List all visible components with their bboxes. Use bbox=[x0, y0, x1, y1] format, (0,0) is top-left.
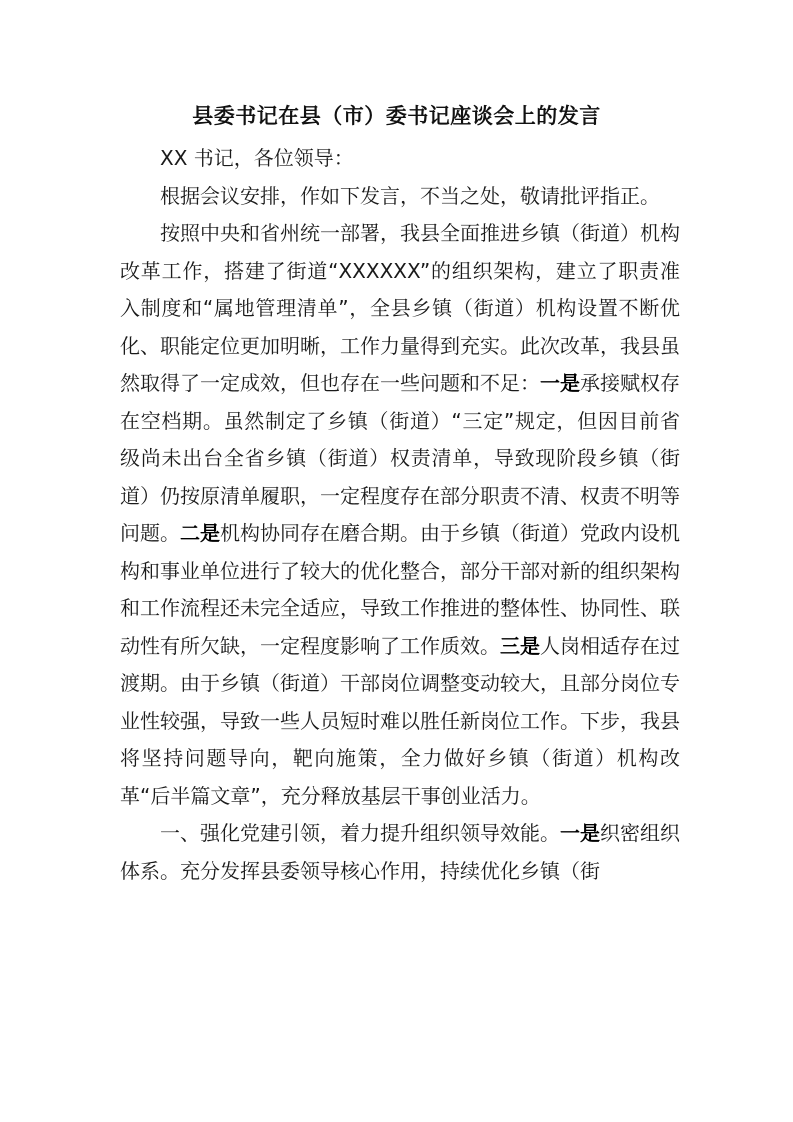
paragraph-section-1 bbox=[120, 815, 680, 890]
point-marker-3: 三是 bbox=[500, 633, 540, 658]
paragraph-text: 织密组织体系。充分发挥县委领导核心作用，持续优化乡镇（街 bbox=[120, 821, 680, 883]
salutation: XX 书记，各位领导： bbox=[160, 146, 354, 170]
document-body bbox=[120, 140, 680, 890]
paragraph-text: 人岗相适存在过渡期。由于乡镇（街道）干部岗位调整变动较大，且部分岗位专业性较强，导致一些人员短时难以胜任新岗位工作。下步，我县将坚持问题导向，靶向施策，全力做好乡镇（街道）机构改革“后半篇文章”，充分释放基层干事创业活力。 bbox=[120, 633, 680, 808]
section-heading: 一、强化党建引领，着力提升组织领导效能。 bbox=[160, 821, 560, 845]
paragraph-text: 按照中央和省州统一部署，我县全面推进乡镇（街道）机构改革工作，搭建了街道“XXXXXX”的组织架构，建立了职责准入制度和“属地管理清单”，全县乡镇（街道）机构设置不断优化、职能定位更加明晰，工作力量得到充实。此次改革，我县虽然取得了一定成效，但也存在一些问题和不足： bbox=[120, 221, 680, 395]
intro-paragraph: 根据会议安排，作如下发言，不当之处，敬请批评指正。 bbox=[160, 183, 660, 208]
point-marker-1: 一是 bbox=[560, 821, 600, 845]
paragraph-reform-status bbox=[120, 215, 680, 815]
document-title: 县委书记在县（市）委书记座谈会上的发言 bbox=[192, 103, 601, 128]
paragraph-text: 机构协同存在磨合期。由于乡镇（街道）党政内设机构和事业单位进行了较大的优化整合，部分干部对新的组织架构和工作流程还未完全适应，导致工作推进的整体性、协同性、联动性有所欠缺，一定程度影响了工作质效。 bbox=[120, 521, 680, 658]
point-marker-1: 一是 bbox=[540, 371, 580, 395]
paragraph-text: 承接赋权存在空档期。虽然制定了乡镇（街道）“三定”规定，但因目前省级尚未出台全省乡镇（街道）权责清单，导致现阶段乡镇（街道）仍按原清单履职，一定程度存在部分职责不清、权责不明等问题。 bbox=[120, 371, 680, 545]
point-marker-2: 二是 bbox=[180, 521, 220, 545]
